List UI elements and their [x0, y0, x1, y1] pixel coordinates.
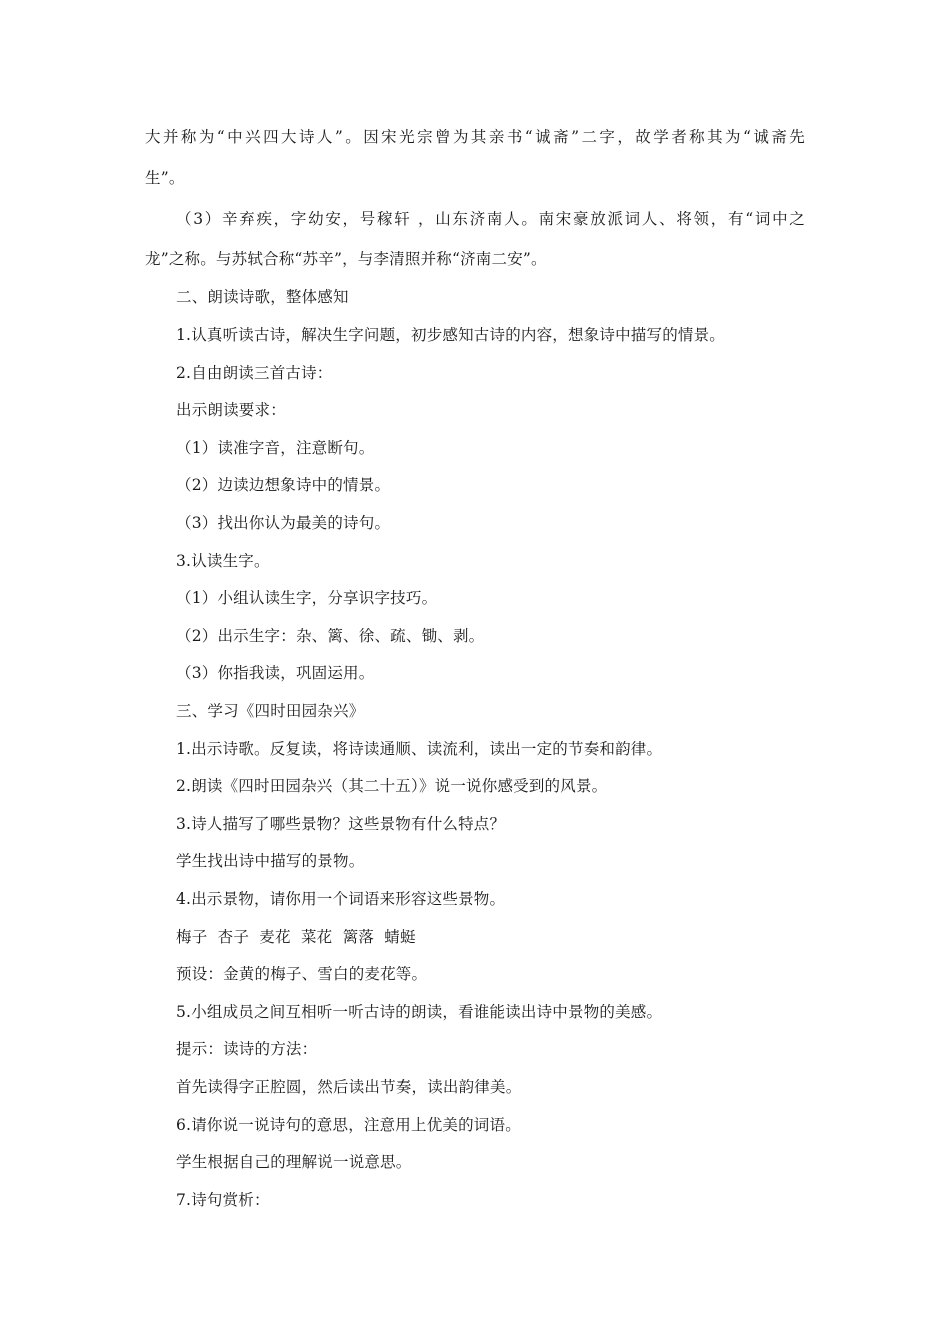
paragraph-line: 2.朗读《四时田园杂兴（其二十五）》说一说你感受到的风景。: [176, 777, 608, 795]
paragraph-line: 5.小组成员之间互相听一听古诗的朗读，看谁能读出诗中景物的美感。: [176, 1003, 663, 1021]
paragraph-line: 龙”之称。与苏轼合称“苏辛”，与李清照并称“济南二安”。: [145, 250, 547, 268]
paragraph-line: 3.诗人描写了哪些景物？这些景物有什么特点？: [176, 815, 506, 833]
paragraph-line: 首先读得字正腔圆，然后读出节奏，读出韵律美。: [176, 1078, 522, 1096]
paragraph-line: 大并称为“中兴四大诗人”。因宋光宗曾为其亲书“诚斋”二字，故学者称其为“诚斋先: [145, 128, 805, 146]
paragraph-line: 3.认读生字。: [176, 552, 270, 570]
list-item: （1）读准字音，注意断句。: [176, 439, 375, 457]
paragraph-line: 2.自由朗读三首古诗：: [176, 364, 333, 382]
list-item: （2）边读边想象诗中的情景。: [176, 476, 391, 494]
paragraph-line: 提示：读诗的方法：: [176, 1040, 318, 1058]
list-item: （1）小组认读生字，分享识字技巧。: [176, 589, 438, 607]
paragraph-line: 生”。: [145, 169, 185, 187]
paragraph-line: 6.请你说一说诗句的意思，注意用上优美的词语。: [176, 1116, 521, 1134]
paragraph-line: 学生找出诗中描写的景物。: [176, 852, 365, 870]
paragraph-line: 出示朗读要求：: [176, 401, 286, 419]
list-item: （3）你指我读，巩固运用。: [176, 664, 375, 682]
paragraph-line: 1.认真听读古诗，解决生字问题，初步感知古诗的内容，想象诗中描写的情景。: [176, 326, 725, 344]
paragraph-line: 4.出示景物，请你用一个词语来形容这些景物。: [176, 890, 506, 908]
paragraph-line: （3）辛弃疾，字幼安，号稼轩 ，山东济南人。南宋豪放派词人、将领，有“词中之: [176, 210, 805, 228]
paragraph-line: 梅子 杏子 麦花 菜花 篱落 蜻蜓: [176, 928, 416, 946]
paragraph-line: 预设：金黄的梅子、雪白的麦花等。: [176, 965, 428, 983]
paragraph-line: 7.诗句赏析：: [176, 1191, 270, 1209]
list-item: （2）出示生字：杂、篱、徐、疏、锄、剥。: [176, 627, 485, 645]
paragraph-line: 1.出示诗歌。反复读，将诗读通顺、读流利，读出一定的节奏和韵律。: [176, 740, 663, 758]
section-heading: 三、学习《四时田园杂兴》: [176, 702, 365, 720]
paragraph-line: 学生根据自己的理解说一说意思。: [176, 1153, 412, 1171]
list-item: （3）找出你认为最美的诗句。: [176, 514, 391, 532]
section-heading: 二、朗读诗歌，整体感知: [176, 288, 349, 306]
